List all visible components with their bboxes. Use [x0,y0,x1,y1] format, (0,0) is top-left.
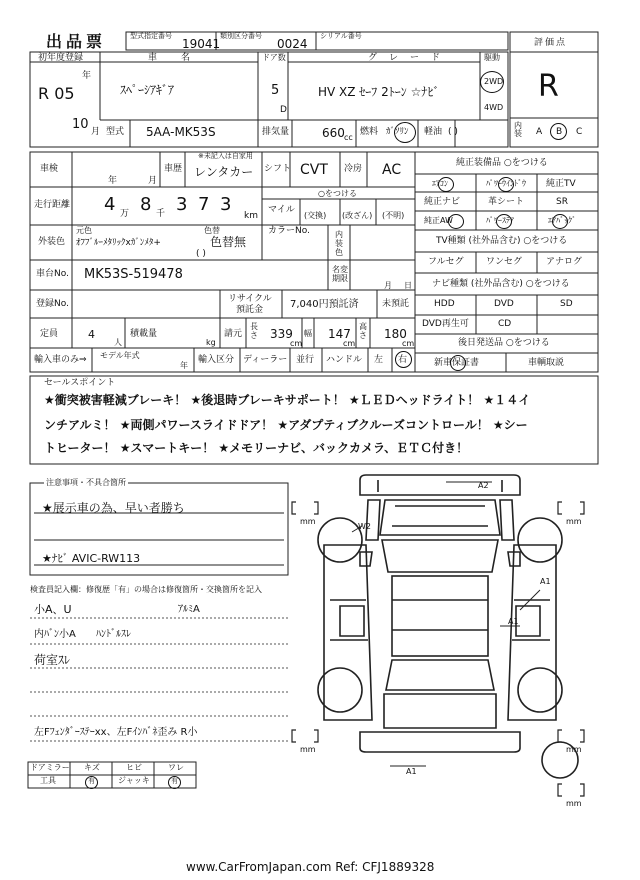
sales-label: セールスポイント [44,378,116,388]
tools-jack-circle [168,776,181,789]
equip-aircon: ｴｱｺﾝ [432,179,448,188]
notes-line-1: ★展示車の為、早い者勝ち [42,501,185,515]
serial-label: シリアル番号 [320,32,362,40]
tire-spare-mm: mm [566,799,582,808]
circle-note: ○をつける [318,189,357,198]
drive-2wd: 2WD [484,77,504,86]
equip-airbag: ｴｱﾊﾞｯｸﾞ [548,216,576,225]
name-change-label: 名変期限 [332,265,348,283]
notes-label: 注意事項・不具合箇所 [46,478,126,487]
ac-value: AC [382,162,402,178]
fuel-diesel: 軽油 [424,127,443,137]
sales-line-2: ンチアルミ！ ★両側パワースライドドア！ ★アダプティブクルーズコントロール！ ★シー [44,418,528,432]
import-type-label: 輸入区分 [198,355,235,365]
inspector-4: 左Fﾌｪﾝﾀﾞｰｽﾃｰxx、左Fｲﾝﾊﾞﾈ歪み R小 [34,727,198,738]
ac-label: 冷房 [344,164,363,174]
recolor-paren: ( ) [196,249,206,259]
tv-title: TV種類 (社外品含む) ○をつける [436,236,568,246]
equip-tv: 純正TV [546,179,576,189]
recolor-value: 色替無 [210,235,247,249]
unknown-label: (不明) [382,211,405,220]
height-value: 180 [384,327,407,341]
car-name: ｽﾍﾟｰｼｱｷﾞｱ [120,83,175,97]
type-approval-value: 19041 [182,37,221,51]
inspector-1a: 小A、U [34,603,72,616]
model-value: 5AA-MK53S [146,125,216,139]
name-change-day: 日 [404,281,412,290]
fuel-label: 燃料 [360,127,379,137]
displacement-value: 660 [322,126,345,140]
door-suffix: D [280,105,287,115]
interior-label: 内装 [514,121,522,138]
shaken-label: 車検 [40,164,59,174]
capacity-unit: 人 [114,338,122,347]
width-label: 幅 [304,329,312,338]
grade-label: グレード [368,53,453,63]
tools-h-mirror: ドアミラー [30,763,70,772]
length-value: 339 [270,327,293,341]
year-unit: 年 [82,71,92,81]
recolor-label: 色替 [204,226,220,235]
equip-power-window-circle [498,177,514,192]
drive-4wd: 4WD [484,103,504,112]
tv-oneseg: ワンセグ [486,257,523,267]
width-value: 147 [328,327,351,341]
import-dealer: ディーラー [243,355,288,365]
page-title: 出品票 [46,32,107,51]
grade-value: HV XZ ｾｰﾌ 2ﾄｰﾝ ☆ﾅﾋﾞ [318,85,440,99]
doors-label: ドア数 [262,53,286,62]
capacity-label: 定員 [40,329,59,339]
color-label: 外装色 [38,237,66,247]
score-label: 評価点 [534,38,568,48]
equip-navi: 純正ナビ [424,197,461,207]
nav-hdd: HDD [434,299,455,309]
fuel-paren: ( ) [448,127,458,137]
equip-aircon-circle [438,177,454,192]
reg-no-label: 登録No. [36,299,69,309]
type-approval-label: 型式指定番号 [130,32,172,40]
later-manual: 車輌取説 [528,358,565,368]
equip-power-steering: ﾊﾟﾜｰｽﾃｱ [486,216,514,225]
capacity-value: 4 [88,328,95,341]
tools-h-scratch: キズ [84,763,100,772]
equip-power-window: ﾊﾟﾜｰｳｲﾝﾄﾞｳ [486,179,526,188]
doors-value: 5 [271,83,280,98]
equip-leather: 革シート [488,197,525,207]
damage-mark-a1-rear: A1 [406,767,417,776]
nav-sd: SD [560,299,573,309]
era-year: R 05 [38,84,75,103]
tools-r-jack-val: 有 [171,777,178,785]
color-no-label: カラーNo. [268,226,310,236]
damage-mark-w2: W2 [358,522,371,531]
damage-mark-a1-door: A1 [508,617,519,626]
mileage-digit-2: 8 [140,194,152,215]
first-reg-label: 初年度登録 [38,53,84,63]
equip-sr: SR [556,197,568,207]
handle-right: 右 [398,355,408,365]
shaken-year: 年 [108,176,118,186]
recycle-label-1: リサイクル [228,294,272,304]
drive-label: 駆動 [484,53,500,62]
tire-fr-mm: mm [566,517,582,526]
tools-r-tool-val: 有 [88,777,95,785]
equip-airbag-circle [552,214,568,229]
class-value: 0024 [277,37,308,51]
tools-h-break: ワレ [168,763,184,772]
displacement-label: 排気量 [262,127,290,137]
handle-left: 左 [374,355,384,365]
import-parallel: 並行 [296,355,315,365]
tools-r-jack: ジャッキ [118,776,150,785]
handle-right-circle [395,351,412,368]
tools-r-tool: 工具 [40,776,56,785]
history-label: 車歴 [164,164,183,174]
nav-dvd: DVD [494,299,514,309]
inspector-label: 検査員記入欄：修復歴「有」の場合は修復箇所・交換箇所を記入 [30,585,262,594]
history-note: ※未記入は自家用 [198,152,253,160]
mileage-label: 走行距離 [34,200,71,210]
load-label: 積載量 [130,329,158,339]
equip-aw: 純正AW [424,216,453,225]
height-label: 高さ [359,322,367,340]
mileage-unit-sen: 千 [156,209,166,219]
tv-analog: アナログ [546,257,583,267]
mileage-unit-man: 万 [120,209,130,219]
mileage-digit-4: 7 [198,194,210,215]
score-value: R [538,69,559,104]
equip-power-steering-circle [496,214,512,229]
mileage-digit-5: 3 [220,194,232,215]
shift-label: シフト [264,164,292,174]
chassis-value: MK53S-519478 [84,267,183,282]
notes-line-2: ★ﾅﾋﾞ AVIC-RW113 [42,552,141,565]
handle-label: ハンドル [326,355,363,365]
tools-tool-circle [85,776,98,789]
recycle-unpaid: 未預託 [382,299,410,309]
cc-unit: cc [344,133,353,142]
damage-mark-a2: A2 [478,481,489,490]
tire-fl-mm: mm [300,517,316,526]
car-name-label: 車名 [148,53,215,63]
sales-line-1: ★衝突被害軽減ブレーキ！ ★後退時ブレーキサポート！ ★ＬＥＤヘッドライト！ ★１４イ [44,393,531,407]
chassis-label: 車台No. [36,269,69,279]
tools-h-crack: ヒビ [126,763,142,772]
model-year-unit: 年 [180,361,188,370]
equip-aw-circle [448,214,464,229]
mileage-digit-1: 4 [104,194,116,215]
model-year-label: モデル年式 [100,351,140,360]
length-label: 長さ [250,322,258,340]
exchange-label: (交換) [304,211,327,220]
tire-rr-mm: mm [566,745,582,754]
inspector-2b: ﾊﾝﾄﾞﾙｽﾚ [96,629,131,640]
damage-mark-a1-side: A1 [540,577,551,586]
sales-line-3: トヒーター！ ★スマートキー！ ★メモリーナビ、バックカメラ、ＥＴＣ付き！ [44,441,469,455]
interior-a: A [536,127,543,137]
inspector-1b: ｱﾙﾐA [178,604,200,615]
interior-color-label: 内装色 [335,230,343,257]
nav-dvd-play: DVD再生可 [422,319,469,329]
recycle-label-2: 預託金 [236,305,264,315]
car-diagram [318,475,578,778]
shift-value: CVT [300,162,328,178]
tire-rl-mm: mm [300,745,316,754]
request-label: 請元 [224,329,243,339]
mileage-digit-3: 3 [176,194,188,215]
tv-fullseg: フルセグ [428,257,464,267]
nav-title: ナビ種類 (社外品含む) ○をつける [432,279,570,289]
fuel-gasoline-circle [394,122,416,143]
interior-b: B [556,127,563,137]
fuel-gasoline: ｶﾞｿﾘﾝ [386,127,409,137]
class-label: 類別区分番号 [220,32,262,40]
mileage-km: km [244,211,258,221]
footer-watermark: www.CarFromJapan.com Ref: CFJ1889328 [186,860,435,874]
name-change-month: 月 [384,281,392,290]
drive-2wd-circle [480,71,504,93]
interior-c: C [576,127,583,137]
later-title: 後日発送品 ○をつける [458,338,550,348]
orig-color-value: ｵﾌﾌﾞﾙｰﾒﾀﾘｯｸxｶﾞﾝﾒﾀ+ [76,238,161,248]
import-label: 輸入車のみ⇒ [34,355,87,365]
width-unit: cm [343,339,356,348]
mile-label: マイル [268,205,295,215]
tampered-label: (改ざん) [342,211,373,220]
model-label: 型式 [106,127,125,137]
interior-b-circle [550,123,567,140]
shaken-month: 月 [148,176,158,186]
inspector-2a: 内ﾊﾞﾝ小A [34,629,76,640]
inspector-3: 荷室ｽﾚ [34,653,71,667]
equipment-title: 純正装備品 ○をつける [456,158,548,168]
length-unit: cm [290,339,303,348]
month-unit: 月 [91,127,101,137]
nav-cd: CD [498,319,512,329]
orig-color-label: 元色 [76,226,92,235]
reg-month: 10 [72,117,89,132]
load-unit: kg [206,338,216,347]
later-warranty-circle [450,355,466,371]
history-value: レンタカー [194,165,254,179]
height-unit: cm [402,339,415,348]
recycle-value: 7,040円預託済 [290,299,359,310]
later-warranty: 新車保証書 [434,358,480,368]
